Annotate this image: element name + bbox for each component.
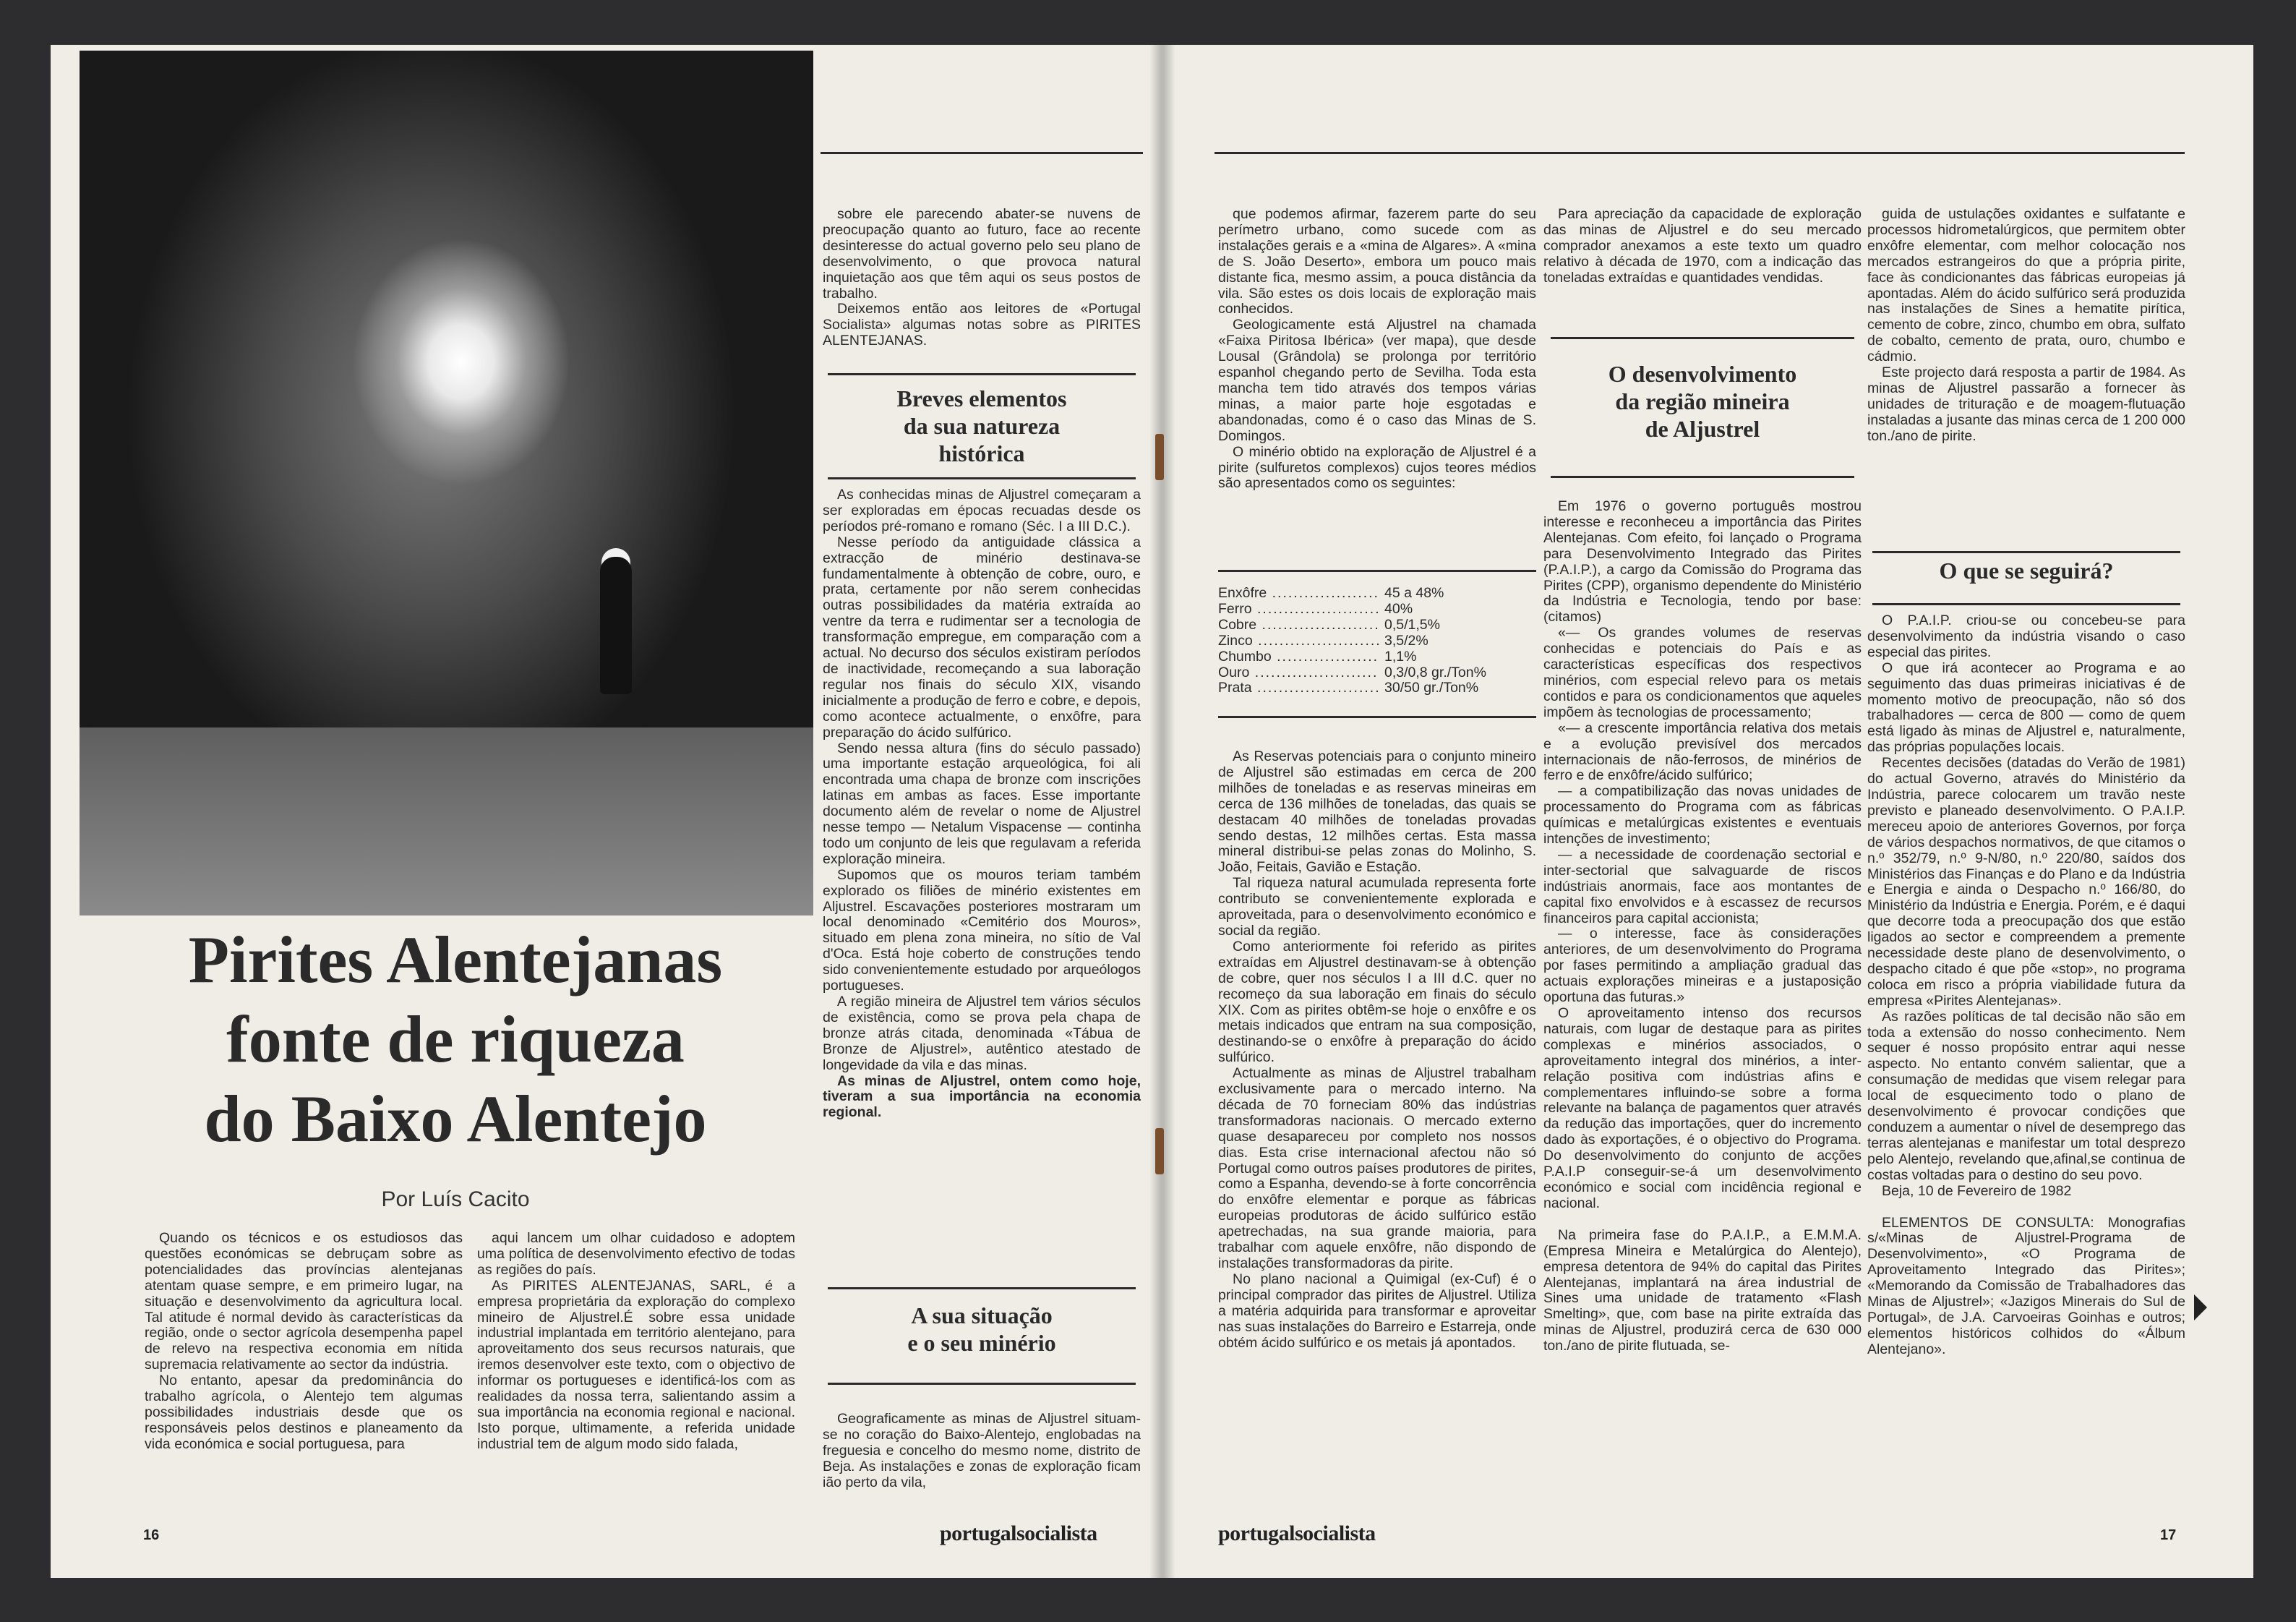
paragraph: O que irá acontecer ao Programa e ao seguimento das duas primeiras iniciativas é de momento motivo de preocupação, não só dos trabalhadores — cerca de 800 — como de quem está ligado às minas de Aljustrel e, naturalmente, das próprias populações locais. [1867,660,2185,756]
heading-line: da região mineira [1615,388,1790,414]
heading-line: histórica [938,440,1025,466]
right-col-3-bottom [1867,613,2185,1358]
paragraph: Deixemos então aos leitores de «Portugal Socialista» algumas notas sobre as PIRITES ALENTEJANAS. [823,301,1141,349]
page-number-left: 16 [143,1527,160,1543]
paragraph: Recentes decisões (datadas do Verão de 1981) do actual Governo, através do Ministério da Indústria, parece colocarem um travão neste previsto e planeado desenvolvimento. O P.A.I.P. mereceu apoio de anteriores Governos, por força de vários despachos normativos, de que citamos o n.º 352/79, n.º 9-N/80, n.º 220/80, saídos dos Ministérios das Finanças e do Plano e da Indústria e Energia e ainda o Despacho n.º 166/80, do Ministério da Indústria e Energia. Porém, e é daqui que decorre toda a preocupação dos que estão ligados ao sector e compreendem a premente necessidade deste plano de desenvolvimento, o despacho citado é que põe «stop», no programa coloca em risco a própria viabilidade futura da empresa «Pirites Alentejanas». [1867,755,2185,1009]
paragraph: Sendo nessa altura (fins do século passado) uma importante estação arqueológica, foi ali encontrada uma chapa de bronze com inscrições latinas em ambas as faces. Esse importante documento além de revelar o nome de Aljustrel nesse tempo — Netalum Vispacense — continha todo um conjunto de leis que regulavam a referida exploração mineira. [823,740,1141,867]
heading-desenvolvimento [1543,360,1862,443]
staple-top [1155,434,1164,480]
paragraph: Tal riqueza natural acumulada representa forte contributo se convenientemente explorada e aproveitada, para o desenvolvimento económico e social da região. [1218,875,1536,939]
heading-o-que-se-seguira: O que se seguirá? [1939,558,2114,584]
table-row [1218,680,1536,696]
mineral-value: 3,5/2% [1384,632,1428,649]
table-row [1218,618,1536,633]
paragraph: — a necessidade de coordenação sectorial e inter-sectorial que salvaguarde de riscos indústriais anormais, face aos montantes de capital fixo envolvidos e à escassez de recursos financeiros para capital accionista; [1543,846,1862,926]
section-rule [828,477,1136,479]
left-col-3-bottom [823,1412,1141,1491]
title-line-1: Pirites Alentejanas [188,923,723,996]
mineral-value: 45 a 48% [1384,585,1444,601]
tunnel-floor [80,727,813,915]
right-page [1160,45,2253,1578]
footer-logo-left: portugalsocialista [940,1521,1097,1545]
miner-figure [600,557,632,694]
section-rule [1872,603,2180,605]
paragraph: O minério obtido na exploração de Aljustrel é a pirite (sulfuretos complexos) cujos teores médios são apresentados como os seguintes: [1218,443,1536,492]
byline: Por Luís Cacito [381,1187,530,1211]
section-rule [828,373,1136,375]
paragraph: Nesse período da antiguidade clássica a extracção de minério destinava-se fundamentalmente à obtenção de cobre, ouro, e prata, certamente por não serem conhecidas outras possibilidades da matéria extraída ao ventre da terra e rudimentar ser a tecnologia de transformação empregue, em comparação com a actual. No decurso dos séculos existiram períodos de inactividade, recomeçando a sua laboração regular nos finais do século XIX, visando inicialmente a produção de ferro e cobre, e depois, como acontece actualmente, o enxôfre, para preparação do ácido sulfúrico. [823,534,1141,740]
column-rule [821,152,1143,154]
heading-line: A sua situação [911,1302,1053,1328]
section-rule [1551,476,1854,478]
heading-line: de Aljustrel [1645,416,1760,442]
mineral-name: Prata ..... [1218,680,1379,696]
paragraph: guida de ustulações oxidantes e sulfatante e processos hidrometalúrgicos, que permitem obter enxôfre elementar, com melhor colocação nos mercados estrangeiros do que a própria pirite, face às condicionantes das fábricas europeias já apontadas. Além do ácido sulfúrico será produzida nas instalações de Sines a hematite pirítica, cemento de cobre, zinco, chumbo em obra, sulfato de cobalto, cemento de prata, ouro, chumbo e cádmio. [1867,206,2185,365]
paragraph: — a compatibilização das novas unidades de processamento do Programa com as fábricas químicas e metalúrgicas existentes e eventuais intenções de investimento; [1543,783,1862,848]
mineral-content-table [1218,586,1536,696]
mineral-value: 0,3/0,8 gr./Ton% [1384,664,1486,680]
footer-logo-right: portugalsocialista [1218,1521,1376,1545]
table-rule [1218,716,1536,718]
heading-line: e o seu minério [907,1330,1056,1356]
mineral-name: Zinco ..... [1218,633,1379,649]
paragraph: Geograficamente as minas de Aljustrel situam-se no coração do Baixo-Alentejo, englobadas na freguesia e concelho do mesmo nome, distrito de Beja. As instalações e zonas de exploração ficam ião perto da vila, [823,1411,1141,1490]
left-col-2 [477,1231,795,1453]
paragraph: que podemos afirmar, fazerem parte do seu perímetro urbano, como sucede com as instalações gerais e a «mina de Algares». A «mina de S. João Deserto», embora um pouco mais distante fica, mesmo assim, a pouca distância da vila. São estes os dois locais de exploração mais conhecidos. [1218,206,1536,317]
right-col-1-bottom [1218,749,1536,1351]
heading-line: da sua natureza [903,413,1061,439]
mineral-value: 40% [1384,600,1413,617]
top-rule [1215,152,2185,154]
left-col-3-mid [823,487,1141,1121]
staple-bottom [1155,1128,1164,1174]
paragraph: No entanto, apesar da predominância do trabalho agrícola, o Alentejo tem algumas possibilidades industriais desde que os responsáveis pelos destinos e planeamento da vida económica e social portuguesa, para [145,1373,463,1452]
paragraph: Geologicamente está Aljustrel na chamada «Faixa Piritosa Ibérica» (ver mapa), que desde Lousal (Grândola) se prolonga por território espanhol chegando perto de Sevilha. Toda esta mancha tem tido através dos tempos várias minas, a maior parte hoje esgotadas e abandonadas, como é o caso das Minas de S. Domingos. [1218,317,1536,444]
paragraph: O P.A.I.P. criou-se ou concebeu-se para desenvolvimento da indústria visando o caso especial das pirites. [1867,612,2185,660]
left-col-3-top [823,207,1141,349]
mineral-name: Cobre ..... [1218,618,1379,633]
spine-gutter [1149,45,1175,1578]
paragraph: «— Os grandes volumes de reservas conhecidas e potenciais do País e as características específicas dos respectivos minérios, com especial relevo para os metais contidos e para os condicionamentos que aqueles impõem às tecnologias de processamento; [1543,625,1862,720]
table-rule [1218,570,1536,572]
mineral-name: Enxôfre ..... [1218,586,1379,602]
right-col-1-top [1218,207,1536,492]
right-col-2-top [1543,207,1862,286]
title-line-2: fonte de riqueza [226,1002,685,1076]
paragraph: As razões políticas de tal decisão não são em toda a extensão do nosso conhecimento. Nem sequer é nosso propósito entrar aqui nesse aspecto. No entanto convém salientar, que a consumação de medidas que visem relegar para local de esquecimento todo o plano de desenvolvimento é provocar condições que conduzem a aumentar o nível de desemprego das terras alentejanas e manifestar um total desprezo pelo Alentejo, revelando que,afinal,se continua de costas voltadas para o destino do seu povo. [1867,1008,2185,1183]
right-col-2-bottom [1543,499,1862,1354]
table-row [1218,602,1536,618]
paragraph: No plano nacional a Quimigal (ex-Cuf) é o principal comprador das pirites de Aljustrel. Utiliza a matéria adquirida para transformar e aproveitar nas suas instalações do Barreiro e Estarreja, onde obtém ácido sulfúrico e os metais já apontados. [1218,1271,1536,1351]
section-rule [1872,551,2180,553]
paragraph: Quando os técnicos e os estudiosos das questões económicas se debruçam sobre as potencialidades das províncias alentejanas atentam quase sempre, e em primeiro lugar, na situação e desenvolvimento da agricultura local. Tal atitude é normal devido às características da região, onde o sector agrícola desempenha papel de relevo na respectiva economia em nítida supremacia relativamente ao sector da indústria. [145,1230,463,1373]
paragraph: A região mineira de Aljustrel tem vários séculos de existência, como se prova pela chapa de bronze atrás citada, denominada «Tábua de Bronze de Aljustrel», autêntico atestado de longevidade da vila e das minas. [823,994,1141,1073]
table-row [1218,633,1536,649]
heading-sua-situacao [823,1302,1141,1357]
mineral-value: 1,1% [1384,648,1417,665]
paragraph: Na primeira fase do P.A.I.P., a E.M.M.A. (Empresa Mineira e Metalúrgica do Alentejo), empresa detentora de 94% do capital das Pirites Alentejanas, implantará na área industrial de Sines uma unidade de tratamento «Flash Smelting», que, com base na pirite extraída das minas de Aljustrel, produzirá cerca de 630 000 ton./ano de pirite flutuada, se- [1543,1226,1862,1354]
paragraph: Supomos que os mouros teriam também explorado os filiões de minério existentes em Aljustrel. Escavações posteriores mostraram um local denominado «Cemitério dos Mouros», situado em plena zona mineira, no sítio de Val d'Oca. Está hoje coberto de construções tendo sido convenientemente estudado por arqueólogos portugueses. [823,866,1141,994]
paragraph: Em 1976 o governo português mostrou interesse e reconheceu a importância das Pirites Alentejanas. Com efeito, foi lançado o Programa para Desenvolvimento Integrado das Pirites (P.A.I.P.), a cargo da Comissão do Programa das Pirites (CPP), organismo dependente do Ministério da Indústria e Tecnologia, tendo por base: (citamos) [1543,498,1862,626]
heading-breves-elementos [823,385,1141,467]
paragraph: As PIRITES ALENTEJANAS, SARL, é a empresa proprietária da exploração do complexo mineiro de Aljustrel.É sobre essa unidade industrial implantada em território alentejano, para aproveitamento dos seus recursos naturais, que iremos desenvolver este texto, com o objectivo de informar os portugueses e identificá-los com as realidades da nossa terra, salientando assim a sua importância na economia regional e nacional. Isto porque, ultimamente, a referida unidade industrial tem de algum modo sido falada, [477,1277,795,1452]
dateline: Beja, 10 de Fevereiro de 1982 [1882,1182,2072,1199]
heading-line: Breves elementos [896,385,1067,411]
article-title [94,920,817,1158]
paragraph: As minas de Aljustrel, ontem como hoje, tiveram a sua importância na economia regional. [823,1072,1141,1121]
mineral-name: Chumbo ..... [1218,649,1379,665]
paragraph: «— a crescente importância relativa dos metais e a evolução previsível dos mercados internacionais de não-ferrosos, de minérios de ferro e de enxôfre/ácido sulfúrico; [1543,720,1862,784]
right-col-3-top [1867,207,2185,445]
paragraph: sobre ele parecendo abater-se nuvens de preocupação quanto ao futuro, face ao recente desinteresse do actual governo pelo seu plano de desenvolvimento, o que provoca natural inquietação aos que têm aqui os seus postos de trabalho. [823,206,1141,302]
paragraph: Como anteriormente foi referido as pirites extraídas em Aljustrel destinavam-se à obtenção de cobre, quer nos séculos I a III d.C. quer no recomeço da sua laboração em finais do século XIX. Com as pirites obtêm-se hoje o enxôfre e os metais indicados que entram na sua composição, destinando-se o enxôfre à preparação do ácido sulfúrico. [1218,938,1536,1066]
paragraph: — o interesse, face às considerações anteriores, de um desenvolvimento do Programa por fases permitindo a ampliação gradual das actuais explorações mineiras e a justaposição oportuna das futuras.» [1543,926,1862,1006]
left-page [51,45,1164,1578]
mineral-name: Ouro ..... [1218,665,1379,681]
mineral-value: 0,5/1,5% [1384,616,1440,633]
left-col-1 [145,1231,463,1453]
title-line-3: do Baixo Alentejo [204,1082,707,1156]
section-rule [828,1287,1136,1289]
mineral-name: Ferro ..... [1218,602,1379,618]
paragraph: O aproveitamento intenso dos recursos naturais, com lugar de destaque para as pirites complexas e minérios associados, o aproveitamento integral dos minérios, a inter-relação positiva com indústrias afins e complementares influindo-se sobre a forma relevante na balança de pagamentos quer através da redução das importações, quer do incremento dado às exportações, é o objectivo do Programa. Do desenvolvimento do conjunto de acções P.A.I.P conseguir-se-á um desenvolvimento económico e social com incidência regional e nacional. [1543,1005,1862,1211]
mineral-value: 30/50 gr./Ton% [1384,680,1479,696]
mine-tunnel-photo [80,51,813,915]
paragraph: Actualmente as minas de Aljustrel trabalham exclusivamente para o mercado interno. Na década de 70 forneciam 80% das indústrias transformadoras nacionais. O mercado externo quase desapareceu por completo nos nossos dias. Esta crise internacional afectou não só Portugal como outros países produtores de pirites, como a Espanha, devendo-se à forte concorrência do enxôfre elementar e porque as fábricas europeias produtoras de ácido sulfúrico estão apetrechadas, na sua grande maioria, para trabalhar com aquele enxôfre, não dispondo de instalações transformadoras da pirite. [1218,1065,1536,1271]
section-rule [1551,337,1854,339]
paragraph: Para apreciação da capacidade de exploração das minas de Aljustrel e do seu mercado comprador anexamos a este texto um quadro relativo à década de 1970, com a indicação das toneladas extraídas e quantidades vendidas. [1543,206,1862,286]
table-row [1218,665,1536,681]
continue-arrow-icon [2194,1294,2207,1320]
paragraph: As Reservas potenciais para o conjunto mineiro de Aljustrel são estimadas em cerca de 200 milhões de toneladas e as reservas mineiras em cerca de 136 milhões de toneladas, das quais se destacam 40 milhões de toneladas provadas sendo destas, 12 milhões certas. Esta massa mineral distribui-se pelas zonas do Molinho, S. João, Feitais, Gavião e Estação. [1218,748,1536,876]
page-number-right: 17 [2160,1527,2177,1543]
heading-line: O desenvolvimento [1608,361,1797,387]
table-row [1218,649,1536,665]
paragraph: aqui lancem um olhar cuidadoso e adoptem uma política de desenvolvimento efectivo de todas as regiões do país. [477,1230,795,1278]
paragraph: Este projecto dará resposta a partir de 1984. As minas de Aljustrel passarão a fornecer às unidades de trituração e de moagem-flutuação instaladas a jusante das minas cerca de 1 200 000 ton./ano de pirite. [1867,364,2185,444]
references: ELEMENTOS DE CONSULTA: Monografias s/«Minas de Aljustrel-Programa de Desenvolvimento», «O Programa de Aproveitamento Integrado das Pirites»; «Memorando da Comissão de Trabalhadores das Minas de Aljustrel»; «Jazigos Minerais do Sul de Portugal», de J.A. Carvoeiras Goinhas e outros; elementos históricos colhidos do «Álbum Alentejano». [1867,1214,2185,1357]
section-rule [828,1383,1136,1385]
paragraph: As conhecidas minas de Aljustrel começaram a ser exploradas em épocas recuadas desde os períodos pré-romano e romano (Séc. I a III D.C.). [823,487,1141,534]
table-row [1218,586,1536,602]
